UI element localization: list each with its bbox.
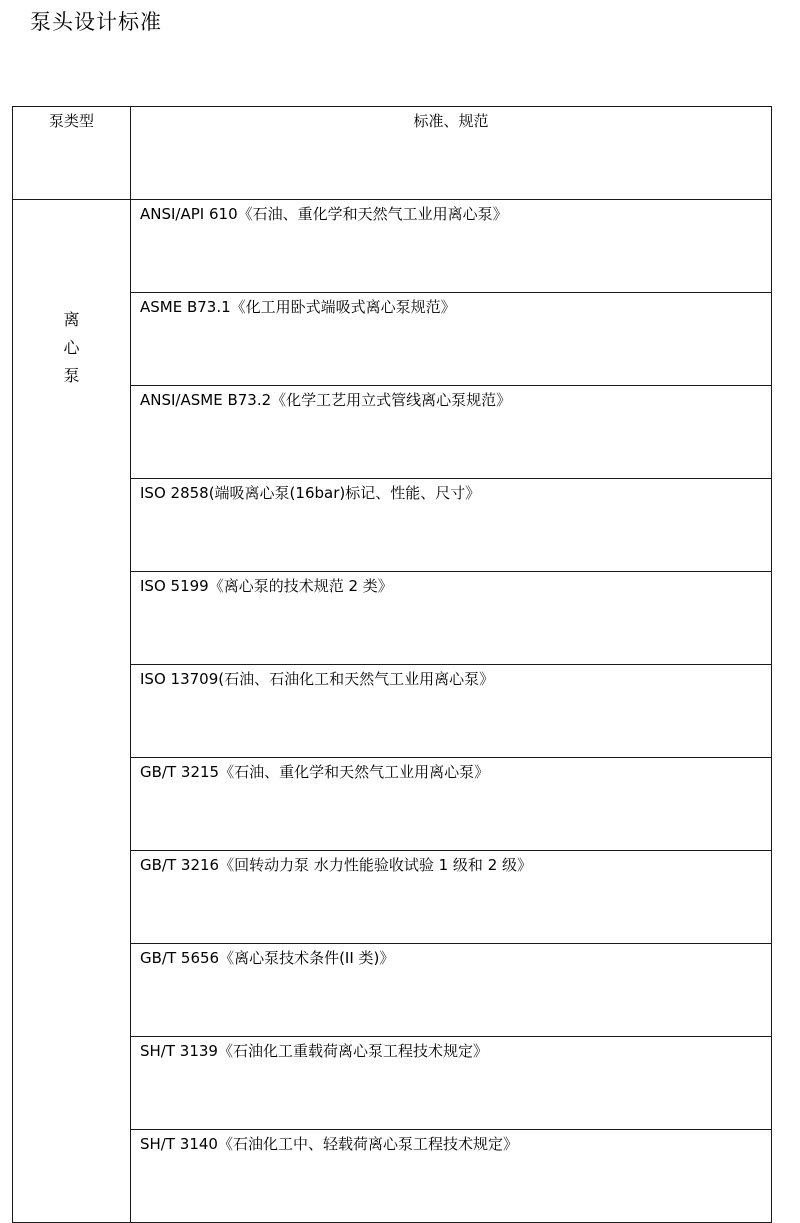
standard-cell: ASME B73.1《化工用卧式端吸式离心泵规范》: [131, 293, 772, 386]
standard-cell: ISO 5199《离心泵的技术规范 2 类》: [131, 572, 772, 665]
standard-cell: ISO 2858(端吸离心泵(16bar)标记、性能、尺寸》: [131, 479, 772, 572]
pump-type-label: [62, 306, 82, 390]
standard-cell: ISO 13709(石油、石油化工和天然气工业用离心泵》: [131, 665, 772, 758]
pump-type-char: 离: [63, 310, 80, 329]
standard-cell: GB/T 3216《回转动力泵 水力性能验收试验 1 级和 2 级》: [131, 851, 772, 944]
pump-type-char: 心: [63, 338, 80, 357]
table-header-row: [13, 107, 772, 200]
standard-cell: ANSI/ASME B73.2《化学工艺用立式管线离心泵规范》: [131, 386, 772, 479]
header-standards: 标准、规范: [131, 107, 772, 200]
pump-standards-table: [12, 106, 772, 1223]
document-title: 泵头设计标准: [30, 10, 162, 34]
table-row: [13, 200, 772, 293]
pump-type-char: 泵: [63, 366, 80, 385]
standard-cell: GB/T 5656《离心泵技术条件(II 类)》: [131, 944, 772, 1037]
header-pump-type: 泵类型: [13, 107, 131, 200]
pump-type-cell: [13, 200, 131, 1223]
standard-cell: ANSI/API 610《石油、重化学和天然气工业用离心泵》: [131, 200, 772, 293]
standard-cell: SH/T 3139《石油化工重载荷离心泵工程技术规定》: [131, 1037, 772, 1130]
standard-cell: GB/T 3215《石油、重化学和天然气工业用离心泵》: [131, 758, 772, 851]
standard-cell: SH/T 3140《石油化工中、轻载荷离心泵工程技术规定》: [131, 1130, 772, 1223]
